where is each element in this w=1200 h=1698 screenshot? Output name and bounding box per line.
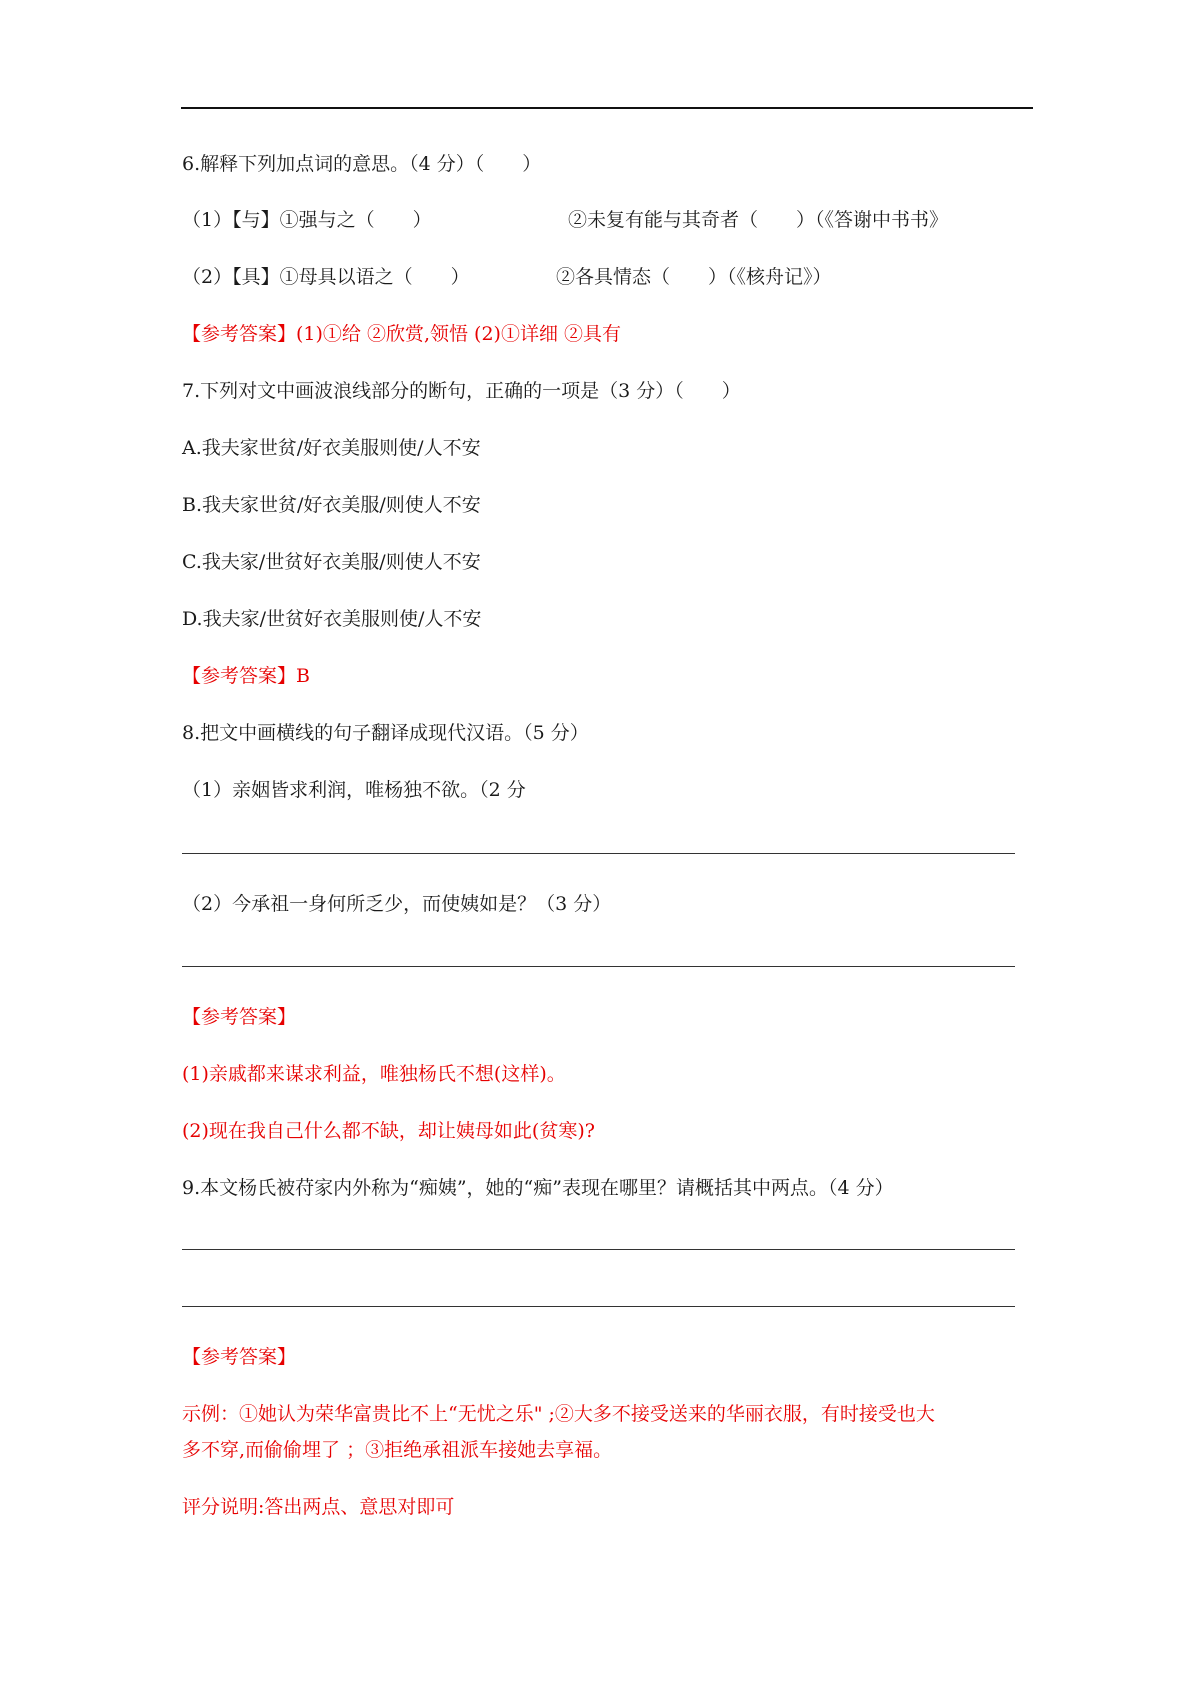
q9-answer-label: 【参考答案】 [182, 1346, 297, 1368]
q8-title: 8.把文中画横线的句子翻译成现代汉语。（5 分） [182, 722, 589, 744]
q7-title: 7.下列对文中画波浪线部分的断句，正确的一项是（3 分）（ ） [182, 380, 741, 402]
q6-item1-a: （1）【与】①强与之（ ） [182, 209, 432, 231]
q6-item2-b: ②各具情态（ ）（《核舟记》） [556, 266, 832, 288]
q8-answer-1: (1)亲戚都来谋求利益，唯独杨氏不想(这样)。 [182, 1063, 566, 1085]
q7-option-b: B.我夫家世贫/好衣美服/则使人不安 [182, 494, 481, 516]
q8-answer-2: (2)现在我自己什么都不缺，却让姨母如此(贫寒)? [182, 1120, 595, 1142]
q8-sub2: （2）今承祖一身何所乏少，而使姨如是？（3 分） [182, 893, 612, 915]
q6-item2-a: （2）【具】①母具以语之（ ） [182, 266, 470, 288]
q7-answer: 【参考答案】B [182, 665, 310, 687]
q9-answer-line-2: 多不穿,而偷偷埋了 ；③拒绝承祖派车接她去享福。 [182, 1439, 613, 1461]
q8-answer-blank-1 [182, 853, 1015, 854]
q6-item1-b: ②未复有能与其奇者（ ）（《答谢中书书》 [568, 209, 949, 231]
q9-answer-blank-2 [182, 1306, 1015, 1307]
q9-scoring-note: 评分说明:答出两点、意思对即可 [182, 1496, 455, 1518]
q9-title: 9.本文杨氏被苻家内外称为“痴姨”，她的“痴”表现在哪里？请概括其中两点。（4 分） [182, 1177, 894, 1199]
q6-answer: 【参考答案】(1)①给 ②欣赏,领悟 (2)①详细 ②具有 [182, 323, 621, 345]
q7-option-c: C.我夫家/世贫好衣美服/则使人不安 [182, 551, 481, 573]
q9-answer-line-1: 示例：①她认为荣华富贵比不上“无忧之乐" ;②大多不接受送来的华丽衣服，有时接受也大 [182, 1403, 935, 1425]
q6-title: 6.解释下列加点词的意思。（4 分）（ ） [182, 153, 542, 175]
q7-option-a: A.我夫家世贫/好衣美服则使/人不安 [182, 437, 481, 459]
q8-answer-blank-2 [182, 966, 1015, 967]
q9-answer-blank-1 [182, 1249, 1015, 1250]
q7-option-d: D.我夫家/世贫好衣美服则使/人不安 [182, 608, 482, 630]
q8-answer-label: 【参考答案】 [182, 1006, 297, 1028]
header-rule [181, 107, 1033, 109]
q8-sub1: （1）亲姻皆求利润，唯杨独不欲。（2 分 [182, 779, 526, 801]
